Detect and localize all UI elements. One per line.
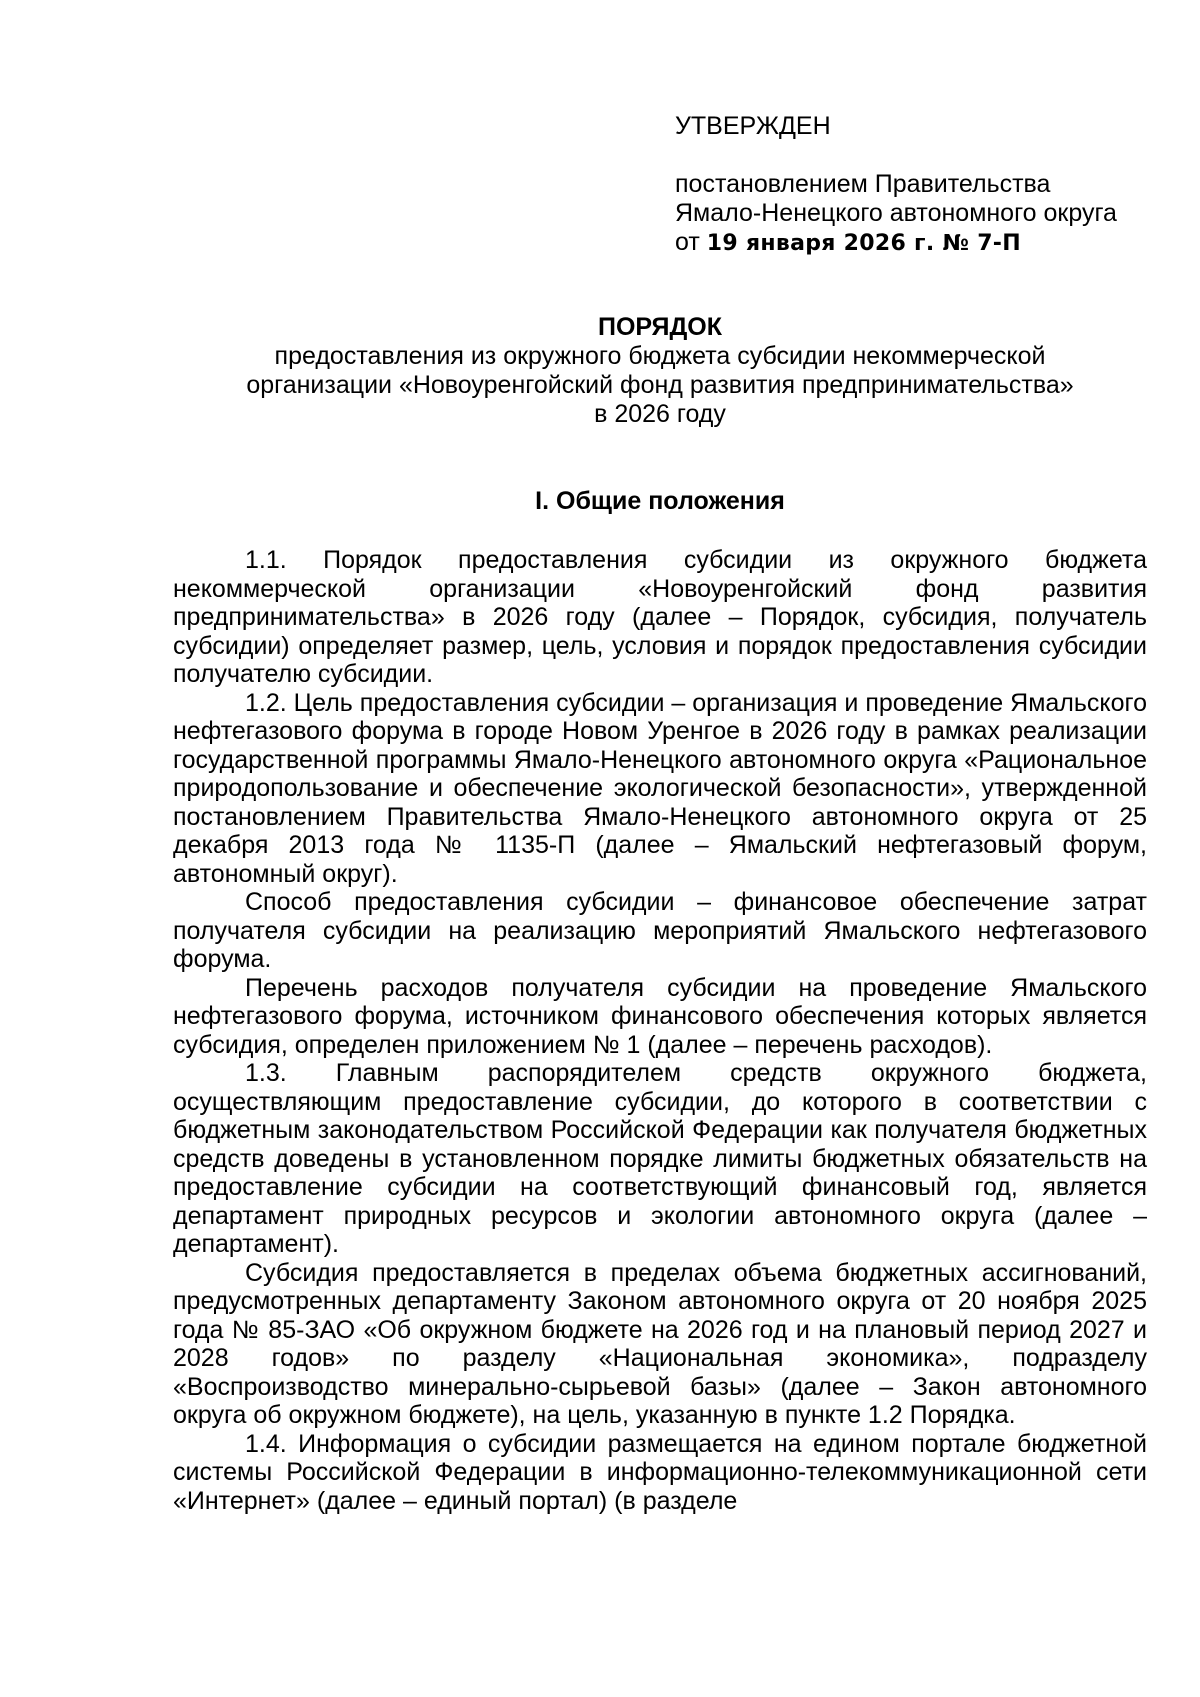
paragraph: Способ предоставления субсидии – финансовое обеспечение затрат получателя субсидии на реализацию мероприятий Ямальского нефтегазового форума. [173,888,1147,973]
paragraph: Субсидия предоставляется в пределах объема бюджетных ассигнований, предусмотренных департаменту Законом автономного округа от 20 ноября 2025 года № 85-ЗАО «Об окружном бюджете на 2026 год и на плановый период 2027 и 2028 годов» по разделу «Национальная экономика», подразделу «Воспроизводство минерально-сырьевой базы» (далее – Закон автономного округа об окружном бюджете), на цель, указанную в пункте 1.2 Порядка. [173,1258,1147,1429]
body-text [173,546,1147,1515]
approval-registration: 19 января 2026 г. № 7-П [706,231,1021,256]
title-line-2: организации «Новоуренгойский фонд развития предпринимательства» [246,371,1074,399]
paragraph: 1.3. Главным распорядителем средств окружного бюджета, осуществляющим предоставление субсидии, до которого в соответствии с бюджетным законодательством Российской Федерации как получателя бюджетных средств доведены в установленном порядке лимиты бюджетных обязательств на предоставление субсидии на соответствующий финансовый год, является департамент природных ресурсов и экологии автономного округа (далее – департамент). [173,1059,1147,1258]
title-line-3: в 2026 году [594,400,726,428]
approval-date-prefix: от [675,228,707,256]
paragraph: 1.1. Порядок предоставления субсидии из окружного бюджета некоммерческой организации «Новоуренгойский фонд развития предпринимательства» в 2026 году (далее – Порядок, субсидия, получатель субсидии) определяет размер, цель, условия и порядок предоставления субсидии получателю субсидии. [173,546,1147,688]
paragraph: 1.2. Цель предоставления субсидии – организация и проведение Ямальского нефтегазового форума в городе Новом Уренгое в 2026 году в рамках реализации государственной программы Ямало-Ненецкого автономного округа «Рациональное природопользование и обеспечение экологической безопасности», утвержденной постановлением Правительства Ямало-Ненецкого автономного округа от 25 декабря 2013 года № 1135-П (далее – Ямальский нефтегазовый форум, автономный округ). [173,688,1147,888]
title-line-1: предоставления из окружного бюджета субсидии некоммерческой [274,342,1046,370]
approval-line-2: Ямало-Ненецкого автономного округа [675,199,1117,227]
paragraph: 1.4. Информация о субсидии размещается на едином портале бюджетной системы Российской Федерации в информационно-телекоммуникационной сети «Интернет» (далее – единый портал) (в разделе [173,1429,1147,1515]
approval-line-1: постановлением Правительства [675,170,1051,198]
document-title [170,313,1150,429]
approval-block [675,112,1175,258]
title-main: ПОРЯДОК [598,313,722,341]
approval-stamp: УТВЕРЖДЕН [675,112,831,140]
approval-date-line [675,228,1175,258]
paragraph: Перечень расходов получателя субсидии на проведение Ямальского нефтегазового форума, источником финансового обеспечения которых является субсидия, определен приложением № 1 (далее – перечень расходов). [173,973,1147,1059]
section-heading: I. Общие положения [535,487,785,515]
